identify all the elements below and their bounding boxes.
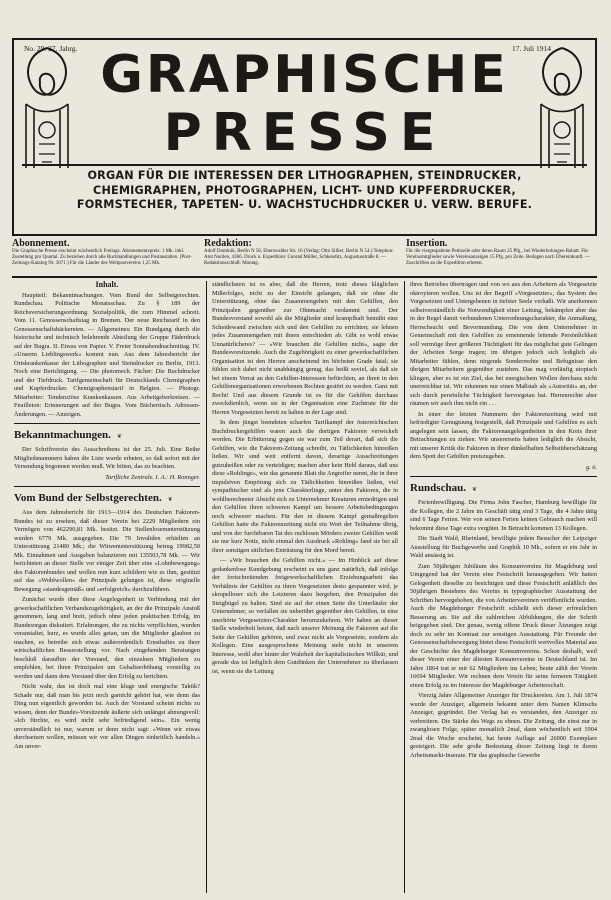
rundschau-heading: [410, 481, 597, 497]
separator: [14, 486, 200, 487]
col2-paragraph-1: ständlichsten ist es aber, daß die Herren, trotz dieses kläglichen Mißerfolges, nicht zu der Einsicht gelangen, daß sie ohne die Unterstützung, ohne das Zusammengehen mit den Gehilfen, den Prinzipalen gegenüber zur Ohnmacht verdammt sind. Der Bundesvorstand sowohl als die Mitglieder sind krampfhaft bemüht eine Scheidewand zwischen sich und den Gehilfen zu errichten; sie lehnen jedes Zusammengehen mit ihnen entschieden ab. Gibt es wohl etwas Unnatürlicheres? — »Wir brauchen die Gehilfen nicht«, sagte der Bundesvorsitzende. Auch die Zugehörigkeit zu einer gewerkschaftlichen Organisation ist den Herren anscheinend im höchsten Grade fatal; sie fühlen sich dabei nicht unabhängig genug, das heißt soviel, als daß sie bei einem Verrat an den Gehilfen-Interessen befürchten, an ihren in den Gehilfenorganisationen erworbenen Rechten gestört zu werden. Ganz mit Recht! Und aus diesem Grunde ist es für die Gehilfen durchaus zweckdienlich, wenn sie in der Organisation eine Zuchtrute für die Herren Vorgesetzten bereit zu halten in der Lage sind.: [212, 281, 398, 416]
redaktion-box: [204, 238, 400, 274]
rundschau-paragraph-3: Zum 50jährigen Jubiläum des Konsumvereins für Magdeburg und Umgegend hat der Verein eine Festschrift herausgegeben. Wir hatten Gelegenheit dieselbe zu besichtigen und diese Festschrift anläßlich des 50jährigen Bestehens des Vereins in typographischer Ausstattung der Schriften hervorgehoben, die von Arbeitervereinen veröffentlicht wurden. Auch die Magdeburger Festschrift schließt sich dieser erfreulichen Besserung an. Sie auf die zahlreichen Abbildungen, die der Schrift beigegeben sind. Der genau, wenig offene Druck dieser Ätzungen zeigt doch zu sehr im Kontrast zur sonstigen Ausstattung. Für Freunde der Genossenschaftsbewegung bietet diese Festschrift wertvolles Material aus der Geschichte des Magdeburger Konsumvereins. Schon deshalb, weil dieser Verein einer der ältesten Konsumvereine in Deutschland ist. Im Jahre 1864 trat er mit 62 Mitgliedern ins Leben; heute zählt der Verein 16694 Mitglieder. Wir rechnen dem Verein für seine ferneren Tätigkeit einen Erfolg zu im Interesse der Magdeburger Arbeiterschaft.: [410, 562, 597, 689]
subtitle-line3: FORMSTECHER, TAPETEN- U. WACHSTUCHDRUCKER U. VERW. BERUFE.: [76, 198, 533, 211]
redaktion-heading: Redaktion:: [204, 238, 252, 249]
insertion-text: Für die viergespaltene Petitzeile oder deren Raum 25 Pfg., bei Wiederholungen Rabatt. Für Vereinsmitglieder sowie Vereinsanzeigen 15 Pfg. pro Zeile. Beilagen nach Übereinkunft. — Zuschriften an die Expedition erbeten.: [406, 249, 590, 266]
abonnement-heading: Abonnement.: [12, 238, 70, 249]
masthead-title-line1: GRAPHISCHE: [100, 45, 509, 105]
rundschau-paragraph-4: Vierzig Jahre Allgemeiner Anzeiger für Druckereien. Am 1. Juli 1874 wurde der Anzeiger, allgemein bekannt unter dem Namen Klimschs Anzeiger, gegründet. Der Verlag hat es verstanden, den Anzeiger zu verbreitern. Die Stärke des Wegs zu ebnen. Die Zeitung, die einst nur in zwanglosen Folge, später monatlich 2mal, dann wöchentlich seit 1904 2mal die Woche erscheint, hat heute Auflage auf 26000 Exemplare gesteigert. Die sehr große Bedeutung dieser Zeitung liegt in ihrem Arbeitsmarkt-Inserate. Für das graphische Gewerbe: [410, 692, 597, 759]
column-1: [14, 281, 200, 893]
inhalt-text: Hauptteil: Bekanntmachungen. Vom Bund der Selbstgerechten. Rundschau. Politische Monatsschau. Zu § 189 der Reichsversicherungsordnung. Sozialpolitik, die zum Himmel schreit. Vom 11. Genossenschaftstag in Bremen. Der neue Reichstarif in den Genossenschaftsbäckereien. — Allgemeines: Ein Rundgang durch die historische und technisch belehrende Abteilung der Gruppe Fäderdruck auf der Bugra. II. Etwas von Papier. V. Freier Sonnabendnachmittag. IV. »Unserm Lieblingswerk« kommt nun. Aus dem Jahresbericht der Ortskrankenkasse der Lithographen und Steindrucker zu Berlin, 1913. Noch eine Berichtigung. — Die photomech. Fächer: Die Buchdrucker und der Tiefdruck. Tarifgemeinschaft für Deutschlands Chemigraphen und Kupferdrucker. Chemigraphenstarif in Belgien. — Photogr. Mitarbeiter: Tendenziöse Krankenkassen. Aus Arbeitgeberkreisen. — Feuilleton: Erinnerungen auf der Bugra. Vom Büchertisch. Adressen-Änderungen. — Anzeigen.: [14, 291, 200, 418]
ornament-mark: ❦: [471, 487, 477, 493]
masthead-subtitle: [20, 169, 589, 213]
column-divider: [404, 281, 405, 893]
bund-paragraph-3: Nicht wahr, das ist doch mal eine kluge und energische Taktik? Schade nur, daß man bis jetzt noch garnicht gehört hat, wie denn das Ding nun eigentlich geworden ist. Auch der Vorstand scheint nichts zu wissen, denn der Bundes-Vorsitzende äußerte sich unlängst ahnungsvoll: »Ich fürchte, es wird nicht sehr befriedigend sein«. Ein wenig unverständlich ist nur, warum er denn nicht sagt: »Wenn wir etwas durchsetzen wollen, müssen wir vor allen Dingen einheitlich handeln.« Am unver-: [14, 683, 200, 750]
masthead-title-line2: PRESSE: [163, 103, 446, 163]
redaktion-text: Adolf Dominik, Berlin N 58, Eberswalder Str. 16 (Verlag: Otto Sillier, Berlin N 54.) Telephon: Amt Norden, 4366. Druck u. Expedition: Conrad Müller, Schkeuditz, Augustusstraße 8. — Redaktionsschluß: Montag.: [204, 249, 394, 266]
masthead-rule: [22, 164, 587, 166]
column-3: [410, 281, 597, 893]
rundschau-paragraph-2: Die Stadt Wald, Rheinland, bewilligte jedem Besucher der Leipziger Ausstellung für Buchgewerbe und Graphik 10 Mk., sofern er ein Jahr in Wald ansässig ist.: [410, 535, 597, 559]
info-bar: [12, 238, 597, 278]
column-2: [212, 281, 398, 893]
issue-number: No. 29. 27. Jahrg.: [24, 44, 78, 53]
ornament-mark: ❦: [167, 497, 173, 503]
inhalt-heading: Inhalt.: [95, 281, 119, 289]
rundschau-paragraph-1: Ferienbewilligung. Die Firma John Fascher, Hamburg bewilligte für die Kollegen, die 2 Jahre im Geschäft tätig sind 3 Tage, die 4 Jahre tätig sind 6 Tage Ferien. Wer von seinen Ferien keinen Gebrauch machen will bekommt diese Tage extra vergütet. In Betracht kommen 13 Kollegen.: [410, 499, 597, 532]
bekanntmachungen-heading-text: Bekanntmachungen.: [14, 429, 111, 441]
bund-paragraph-1: Aus dem Jahresbericht für 1913—1914 des Deutschen Faktoren-Bundes ist zu ersehen, daß dieser Verein bei 2229 Mitgliedern ein Vermögen von 462290,81 Mk. besitzt. Die Stellenlosenunterstützung wurden 6779 Mk. ausgegeben. Die 79 Invaliden erhielten an Unterstützung 21480 Mk.; die Witwenunterstützung betrug 19982,50 Mk. Einnahmen und Ausgaben balanzieren mit 135503,78 Mk. — Wir berichteten an dieser Stelle vor einiger Zeit über eine »Lohnbewegung« des Faktorenbundes und wollen nun kurz schildern wie es ihm, gestützt auf das »Wohlwollen« der Prinzipale gelungen ist, diese originelle Bewegung »standesgemäß« und »erfolgreich« durchzuführen.: [14, 509, 200, 593]
bund-heading: [14, 491, 200, 507]
insertion-heading: Insertion.: [406, 238, 448, 249]
bund-paragraph-2: Zunächst wurde über diese Angelegenheit in Verbindung mit der gewerkschaftlichen Verbandszugehörigkeit, an der die Prinzipale Anstoß genommen, lang und breit, jedoch ohne jeden praktischen Erfolg, im Bundesorgan diskutiert. Erfahrungen, die zu nichts verpflichten, wurden veranstaltet, kurz, es wurde alles getan, um die Mitglieder glauben zu machen, es betreibe sich etwas außerordentlich Ernsthaftes zu ihrer wirtschaftlichen Besserstellung vor. Nach eingehenden Beratungen beschloß daraufhin der Vorstand, den einzelnen Mitgliedern zu empfehlen, bei ihren Prinzipalen um Gehaltserhöhung vorstellig zu werden und dann dem Vorstand über den Erfolg zu berichten.: [14, 596, 200, 680]
ornament-mark: ❦: [116, 434, 122, 440]
abonnement-text: Die Graphische Presse erscheint wöchentlich Freitags. Abonnementspreis: 1 Mk. inkl. Zustellung pro Quartal. Zu beziehen durch alle Buchhandlungen und Postanstalten. (Post-Zeitungs-Katalog Nr. 3071.) Für die Länder des Weltpostvereins 1,25 Mk.: [12, 249, 192, 266]
issue-date: 17. Juli 1914: [512, 44, 551, 53]
column-divider: [206, 281, 207, 893]
subtitle-line2: CHEMIGRAPHEN, PHOTOGRAPHEN, LICHT- UND KUPFERDRUCKER,: [93, 183, 516, 197]
insertion-box: [406, 238, 596, 274]
bekanntmachungen-signature: Tarifliche Zentrale. I. A.: H. Ronnger.: [105, 473, 200, 481]
separator: [14, 423, 200, 424]
separator: [410, 476, 597, 477]
bekanntmachungen-heading: [14, 428, 200, 444]
col2-paragraph-2: In dem jüngst beendeten scharfen Tarifkampf der österreichischen Buchdruckergehilfen waren auch die dortigen Faktoren verwickelt worden. Die Erbitterung gegen sie war zum Teil derart, daß sich die Gehilfen, wie die Faktoren-Zeitung schreibt, zu Tätlichkeiten hinreißen ließen. Wir sind weit entfernt davon, derartige Ausschreitungen gutzuheißen oder zu verteidigen; machen aber kein Hehl daraus, daß uns diese »Rohlinge«, wie das genannte Blatt die Angreifer nennt, die in ihrer impulsiven Empörung sich zu Tätlichkeiten hinreißen ließen, viel sympathischer sind als jene Charakterlinge, unter den Faktoren, die in wohlberechneter Absicht sich zu Unternehmer Kreaturen erniedrigen und den Gehilfen ihren schweren Kampf um bessere Arbeitsbedingungen noch schwerer machen. Für den in diesem Kampf gemaßregelten Gehilfen hatte die Faktorenzeitung nicht ein Wort der Teilnahme übrig, und von der furchtbaren Tat des ruchlosen Mörders zweier Gehilfen weiß sie nur kurz Notiz, nicht einmal den Ausdruck »Rohling« fand sie bei all ihrer sonstigen sittlichen Entrüstung für den Mord bereit.: [212, 419, 398, 554]
masthead: [12, 38, 597, 236]
col3-paragraph-1: ihres Betriebes übertragen und von wo aus den Arbeitern als Vorgesetzte oktroyieren wollen. Uns ist der Begriff »Vorgesetzter«, das System des Vorgesetzten und Untergebenen in tiefster Seele verhaßt. Wir anerkennen selbstverständlich die Notwendigkeit einer Leitung, bekämpfen aber das in der Regel damit verbundenen Unterordnungscharakter, die Anmaßung, Herrschsucht und Bevormundung. Die von dem Unternehmer in Gemeinschaft mit den Gehilfen zu ernennende leitende Persönlichkeit soll vermöge ihrer größeren Tüchtigkeit für das möglichst gute Gelingen der Arbeiten Sorge tragen; im übrigen jedoch sich lediglich als Mitarbeiter fühlen, denn nirgends Sonderrechte und Befugnisse den übrigen Mitarbeitern gegenüber zustehen. Das mag vorläufig utopisch klingen, aber es ist ein Ziel, das bei energischem Wollen durchaus nicht unerreichbar ist. Wir erkennen nur einen Maßstab als »Autorität« an, der sich durch persönliche Tüchtigkeit hervorgetan hat. Herrenrechte aber räumen wir auch ihm nicht ein . . .: [410, 281, 597, 407]
bekanntmachungen-text: Der Schriftverein des Ausschreibens ist der 25. Juli. Eine Reihe Mitgliedsnummern haben die Liste wurde erbeten, so daß sofort mit der Versendung begonnen werden muß. Wir bitten, das zu beachten.: [14, 446, 200, 470]
col2-paragraph-3: — »Wir brauchen die Gehilfen nicht.« — Im Hinblick auf diese gedankenlose Kundgebung erscheint es uns ganz natürlich, daß infolge der fortschreitenden freigewerkschaftlichen Erziehungsarbeit das Verhältnis der Gehilfen zu ihren Vorgesetzten desto gespannter wird, je skrupelloser sich die Letzteren dazu hergeben, den Prinzipalen die Steigbügel zu halten. Sind sie auf der einen Seite die Unterläufer der Unternehmer, so verfallen sie unberührt gegenüber den Gehilfen, in eine unerhörte Vorgesetzten-Charakter herumzukehren. Wir haben an dieser Stelle wiederholt betont, daß nach unserer Meinung die Faktoren auf die Seite der Gehilfen gehören, und zwar nicht als Vorgesetzte, sondern als Kollegen. Eine ausgesprochene Meinung steht nicht in unserem Interesse, wohl aber hinter der Wahrheit der kapitalistischen Willkür, und gerade das ist lediglich dem Gutdünken der Unternehmer zu überlassen ist, wenn sie die Leitung: [212, 557, 398, 675]
abonnement-box: [12, 238, 198, 274]
bund-heading-text: Vom Bund der Selbstgerechten.: [14, 492, 162, 504]
col3-signature: g. ö.: [585, 463, 597, 471]
col3-paragraph-2: In einer der letzten Nummern der Faktorenzeitung wird mit befriedigter Genugtuung festgestellt, daß Prinzipale und Gehilfen es sich angelegen sein lassen, die Faktorenangelegenheiten in den Kreis ihrer Betrachtungen zu ziehen. Wir unsererseits haben lediglich die Absicht, mit unserer Kritik die Faktoren in ihrer dünkelhaften Selbstüberschätzung dem Spott der Gehilfen preiszugeben.: [410, 410, 597, 460]
rundschau-heading-text: Rundschau.: [410, 482, 466, 494]
subtitle-line1: ORGAN FÜR DIE INTERESSEN DER LITHOGRAPHEN, STEINDRUCKER,: [87, 169, 522, 182]
